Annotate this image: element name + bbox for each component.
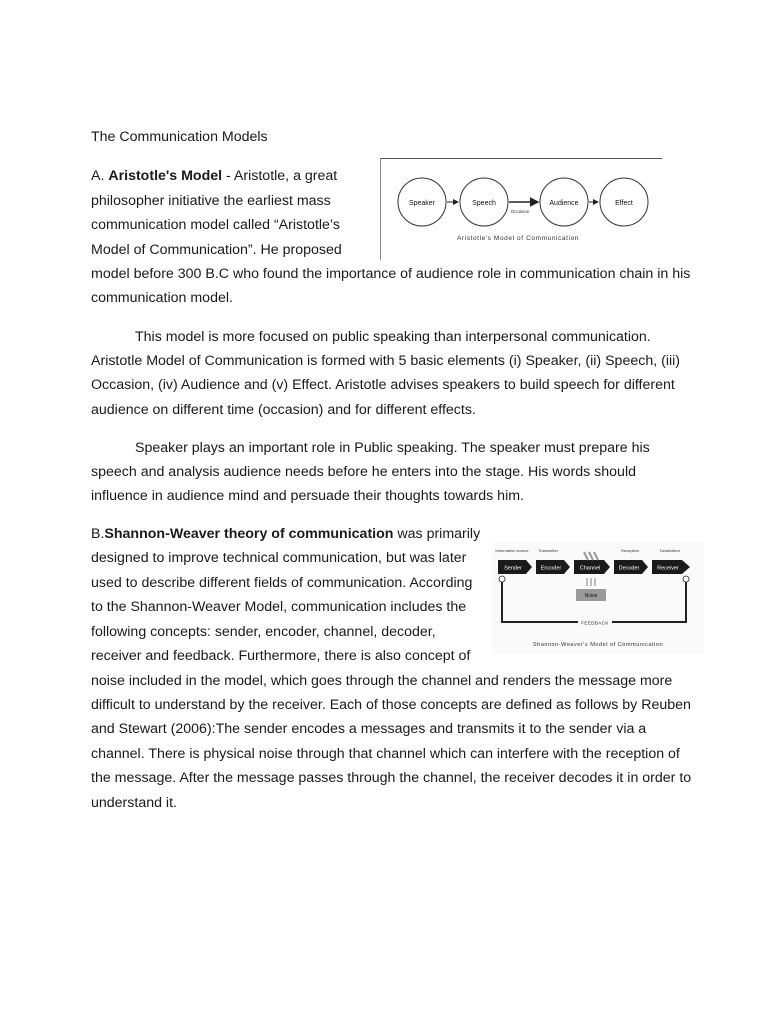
label-destination: Destination	[659, 548, 681, 553]
svg-text:Channel: Channel	[579, 565, 601, 572]
section-b-line: used to describe different fields of communication. According	[91, 575, 473, 591]
shannon-weaver-figure	[492, 542, 704, 654]
box-encoder	[536, 560, 570, 574]
section-b-line: to the Shannon-Weaver Model, communication includes the	[91, 599, 467, 615]
feedback-start-marker	[499, 576, 505, 582]
section-a-line: philosopher initiative the earliest mass	[91, 193, 331, 209]
shannon-caption: Shannon-Weaver's Model of Communication	[532, 642, 664, 648]
svg-text:Effect: Effect	[615, 200, 633, 207]
paragraph-3-line: speech and analysis audience needs before he enters into the stage. His words should	[91, 464, 636, 480]
section-b-line: channel. There is physical noise through that channel which can interfere with the reception of	[91, 746, 680, 762]
section-b-line: the message. After the message passes through the channel, the receiver decodes it in order to	[91, 770, 692, 786]
paragraph-2-line: audience on different time (occasion) and for different effects.	[91, 402, 476, 418]
paragraph-2-line: This model is more focused on public speaking than interpersonal communication.	[135, 329, 651, 345]
paragraph-2-line: Aristotle Model of Communication is formed with 5 basic elements (i) Speaker, (ii) Speech, (iii)	[91, 353, 681, 369]
section-b-line: following concepts: sender, encoder, channel, decoder,	[91, 624, 436, 640]
label-transmitter: Transmitter	[537, 548, 559, 553]
feedback-label: FEEDBACK	[581, 620, 609, 626]
section-a-bold-title: Aristotle's Model	[108, 168, 223, 184]
svg-text:Speaker: Speaker	[408, 200, 436, 207]
noise-box	[576, 589, 606, 601]
section-b-line: understand it.	[91, 795, 177, 811]
label-reception: Reception	[620, 548, 640, 553]
section-a-line: Model of Communication”. He proposed	[91, 242, 342, 258]
section-a-heading-line	[91, 167, 337, 185]
box-receiver	[652, 560, 690, 574]
aristotle-model-figure	[380, 158, 662, 260]
section-b-line: receiver and feedback. Furthermore, there is also concept of	[91, 648, 471, 664]
section-b-heading-line	[91, 525, 480, 543]
shannon-weaver-diagram	[492, 542, 704, 654]
svg-text:Audience: Audience	[549, 200, 579, 207]
box-sender	[498, 560, 532, 574]
node-audience	[540, 178, 588, 226]
aristotle-caption: Aristotle's Model of Communication	[456, 235, 580, 242]
section-b-line: and Stewart (2006):The sender encodes a messages and transmits it to the sender via a	[91, 721, 647, 737]
label-information-source: Information source	[495, 548, 529, 553]
section-b-line1-rest: was primarily	[393, 526, 481, 542]
feedback-end-marker	[683, 576, 689, 582]
section-b-line: designed to improve technical communication, but was later	[91, 550, 467, 566]
paragraph-3-line: influence in audience mind and persuade their thoughts towards him.	[91, 488, 524, 504]
box-decoder	[614, 560, 648, 574]
occasion-label: Occasion	[510, 209, 530, 214]
section-a-line: communication model.	[91, 290, 233, 306]
node-effect	[600, 178, 648, 226]
box-channel	[574, 560, 610, 574]
section-a-line: model before 300 B.C who found the importance of audience role in communication chain in his	[91, 266, 691, 282]
svg-text:Sender: Sender	[504, 565, 522, 572]
node-speech	[460, 178, 508, 226]
aristotle-diagram	[380, 158, 662, 260]
section-b-bold-title: Shannon-Weaver theory of communication	[104, 526, 394, 542]
node-speaker	[398, 178, 446, 226]
section-a-line: communication model called “Aristotle’s	[91, 217, 340, 233]
section-a-prefix: A.	[91, 168, 109, 184]
section-b-prefix: B.	[91, 526, 105, 542]
section-a-line1-rest: - Aristotle, a great	[222, 168, 338, 184]
page-title: The Communication Models	[91, 129, 268, 145]
section-b-line: difficult to understand by the receiver. Each of those concepts are defined as follows by Reuben	[91, 697, 691, 713]
svg-text:Decoder: Decoder	[618, 565, 640, 572]
svg-text:Noise: Noise	[584, 593, 598, 599]
paragraph-2-line: Occasion, (iv) Audience and (v) Effect. Aristotle advises speakers to build speech for different	[91, 377, 675, 393]
paragraph-3-line: Speaker plays an important role in Public speaking. The speaker must prepare his	[135, 440, 650, 456]
svg-text:Speech: Speech	[472, 200, 496, 207]
section-b-line: noise included in the model, which goes through the channel and renders the message more	[91, 673, 673, 689]
svg-text:Encoder: Encoder	[540, 565, 562, 572]
svg-text:Receiver: Receiver	[657, 565, 679, 572]
